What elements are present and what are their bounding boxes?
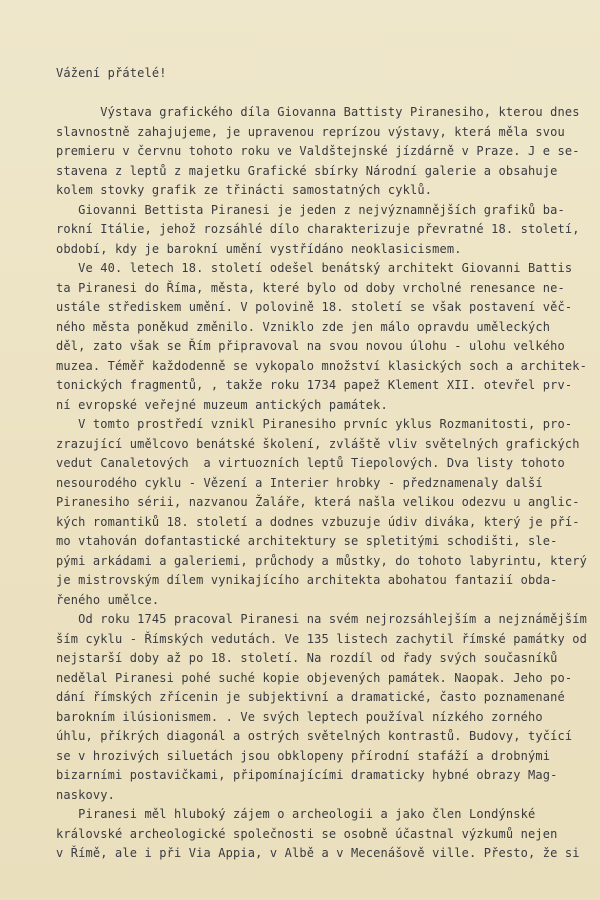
text-line: ta Piranesi do Říma, města, které bylo od doby vrcholné renesance ne-: [56, 280, 565, 295]
text-line: bizarními postavičkami, připomínajícími dramaticky hybné obrazy Mag-: [56, 768, 558, 782]
greeting: Vážení přátelé!: [56, 66, 167, 80]
text-line: rokní Itálie, jehož rozsáhlé dílo charakterizuje převratné 18. století,: [56, 222, 580, 236]
text-line: ného města poněkud změnilo. Vzniklo zde jen málo opravdu uměleckých: [56, 319, 551, 334]
text-line: nesourodého cyklu - Vězení a Interier hrobky - předznamenaly další: [56, 475, 543, 490]
text-line: vedut Canaletových a virtuozních leptů Tiepolových. Dva listy tohoto: [56, 456, 565, 470]
text-line: je mistrovským dílem vynikajícího architekta abohatou fantazií obda-: [56, 573, 558, 587]
text-line: Giovanni Bettista Piranesi je jeden z nejvýznamnějších grafiků ba-: [56, 202, 565, 217]
text-line: mo vtahován dofantastické architektury se spletitými schodišti, sle-: [56, 534, 558, 548]
text-line: slavnostně zahajujeme, je upravenou reprízou výstavy, která měla svou: [56, 124, 565, 139]
text-line: muzea. Téměř každodenně se vykopalo množství klasických soch a architek-: [56, 358, 587, 373]
letter-body: [56, 64, 600, 900]
text-line: ní evropské veřejné muzeum antických památek.: [56, 397, 388, 412]
text-line: kolem stovky grafik ze třinácti samostatných cyklů.: [56, 183, 433, 197]
text-line: Výstava grafického díla Giovanna Battisty Piranesiho, kterou dnes: [56, 105, 580, 119]
text-line: ustále střediskem umění. V polovině 18. století se však postavení věč-: [56, 300, 573, 314]
text-line: kých romantiků 18. století a dodnes vzbuzuje údiv diváka, který je pří-: [56, 514, 580, 529]
text-line: Piranesi měl hluboký zájem o archeologii a jako člen Londýnské: [56, 807, 536, 821]
text-line: řeného umělce.: [56, 592, 160, 607]
text-line: V tomto prostředí vznikl Piranesiho prvníc yklus Rozmanitosti, pro-: [56, 417, 573, 431]
text-line: barokním ilúsionismem. . Ve svých leptech používal nízkého zorného: [56, 709, 543, 724]
text-line: období, kdy je barokní umění vystřídáno neoklasicismem.: [56, 241, 462, 256]
blank-line: [56, 84, 600, 104]
text-line: Od roku 1745 pracoval Piranesi na svém nejrozsáhlejším a nejznámějším: [56, 612, 587, 626]
text-line: stavena z leptů z majetku Grafické sbírky Národní galerie a obsahuje: [56, 163, 558, 178]
text-line: nedělal Piranesi pohé suché kopie objevených památek. Naopak. Jeho po-: [56, 670, 573, 685]
text-line: dání římských zřícenin je subjektivní a dramatické, často poznamenané: [56, 690, 565, 704]
text-line: Ve 40. letech 18. století odešel benátský architekt Giovanni Battis: [56, 261, 573, 275]
text-line: se v hrozivých siluetách jsou obklopeny přírodní stafáží a drobnými: [56, 748, 551, 763]
text-line: naskovy.: [56, 787, 115, 802]
text-line: děl, zato však se Řím připravoval na svou novou úlohu - ulohu velkého: [56, 339, 565, 353]
text-line: tonických fragmentů, , takže roku 1734 papež Klement XII. otevřel prv-: [56, 378, 573, 392]
text-line: ším cyklu - Římských vedutách. Ve 135 listech zachytil římské památky od: [56, 631, 587, 646]
text-line: královské archeologické společnosti se osobně účastnal výzkumů nejen: [56, 826, 558, 841]
text-line: v Římě, ale i při Via Appia, v Albě a v Mecenášově ville. Přesto, že si: [56, 846, 580, 860]
letter-paragraphs: [56, 103, 600, 864]
text-line: úhlu, příkrých diagonál a ostrých světelných kontrastů. Budovy, tyčící: [56, 729, 573, 743]
text-line: Piranesiho sérii, nazvanou Žaláře, která našla velikou odezvu u anglic-: [56, 495, 580, 509]
text-line: premieru v červnu tohoto roku ve Valdštejnské jízdárně v Praze. J e se-: [56, 144, 580, 158]
text-line: nejstarší doby až po 18. století. Na rozdíl od řady svých současníků: [56, 651, 558, 665]
text-line: pými arkádami a galeriemi, průchody a můstky, do tohoto labyrintu, který: [56, 553, 587, 568]
text-line: zrazující umělcovo benátské školení, zvláště vliv světelných grafických: [56, 436, 580, 451]
